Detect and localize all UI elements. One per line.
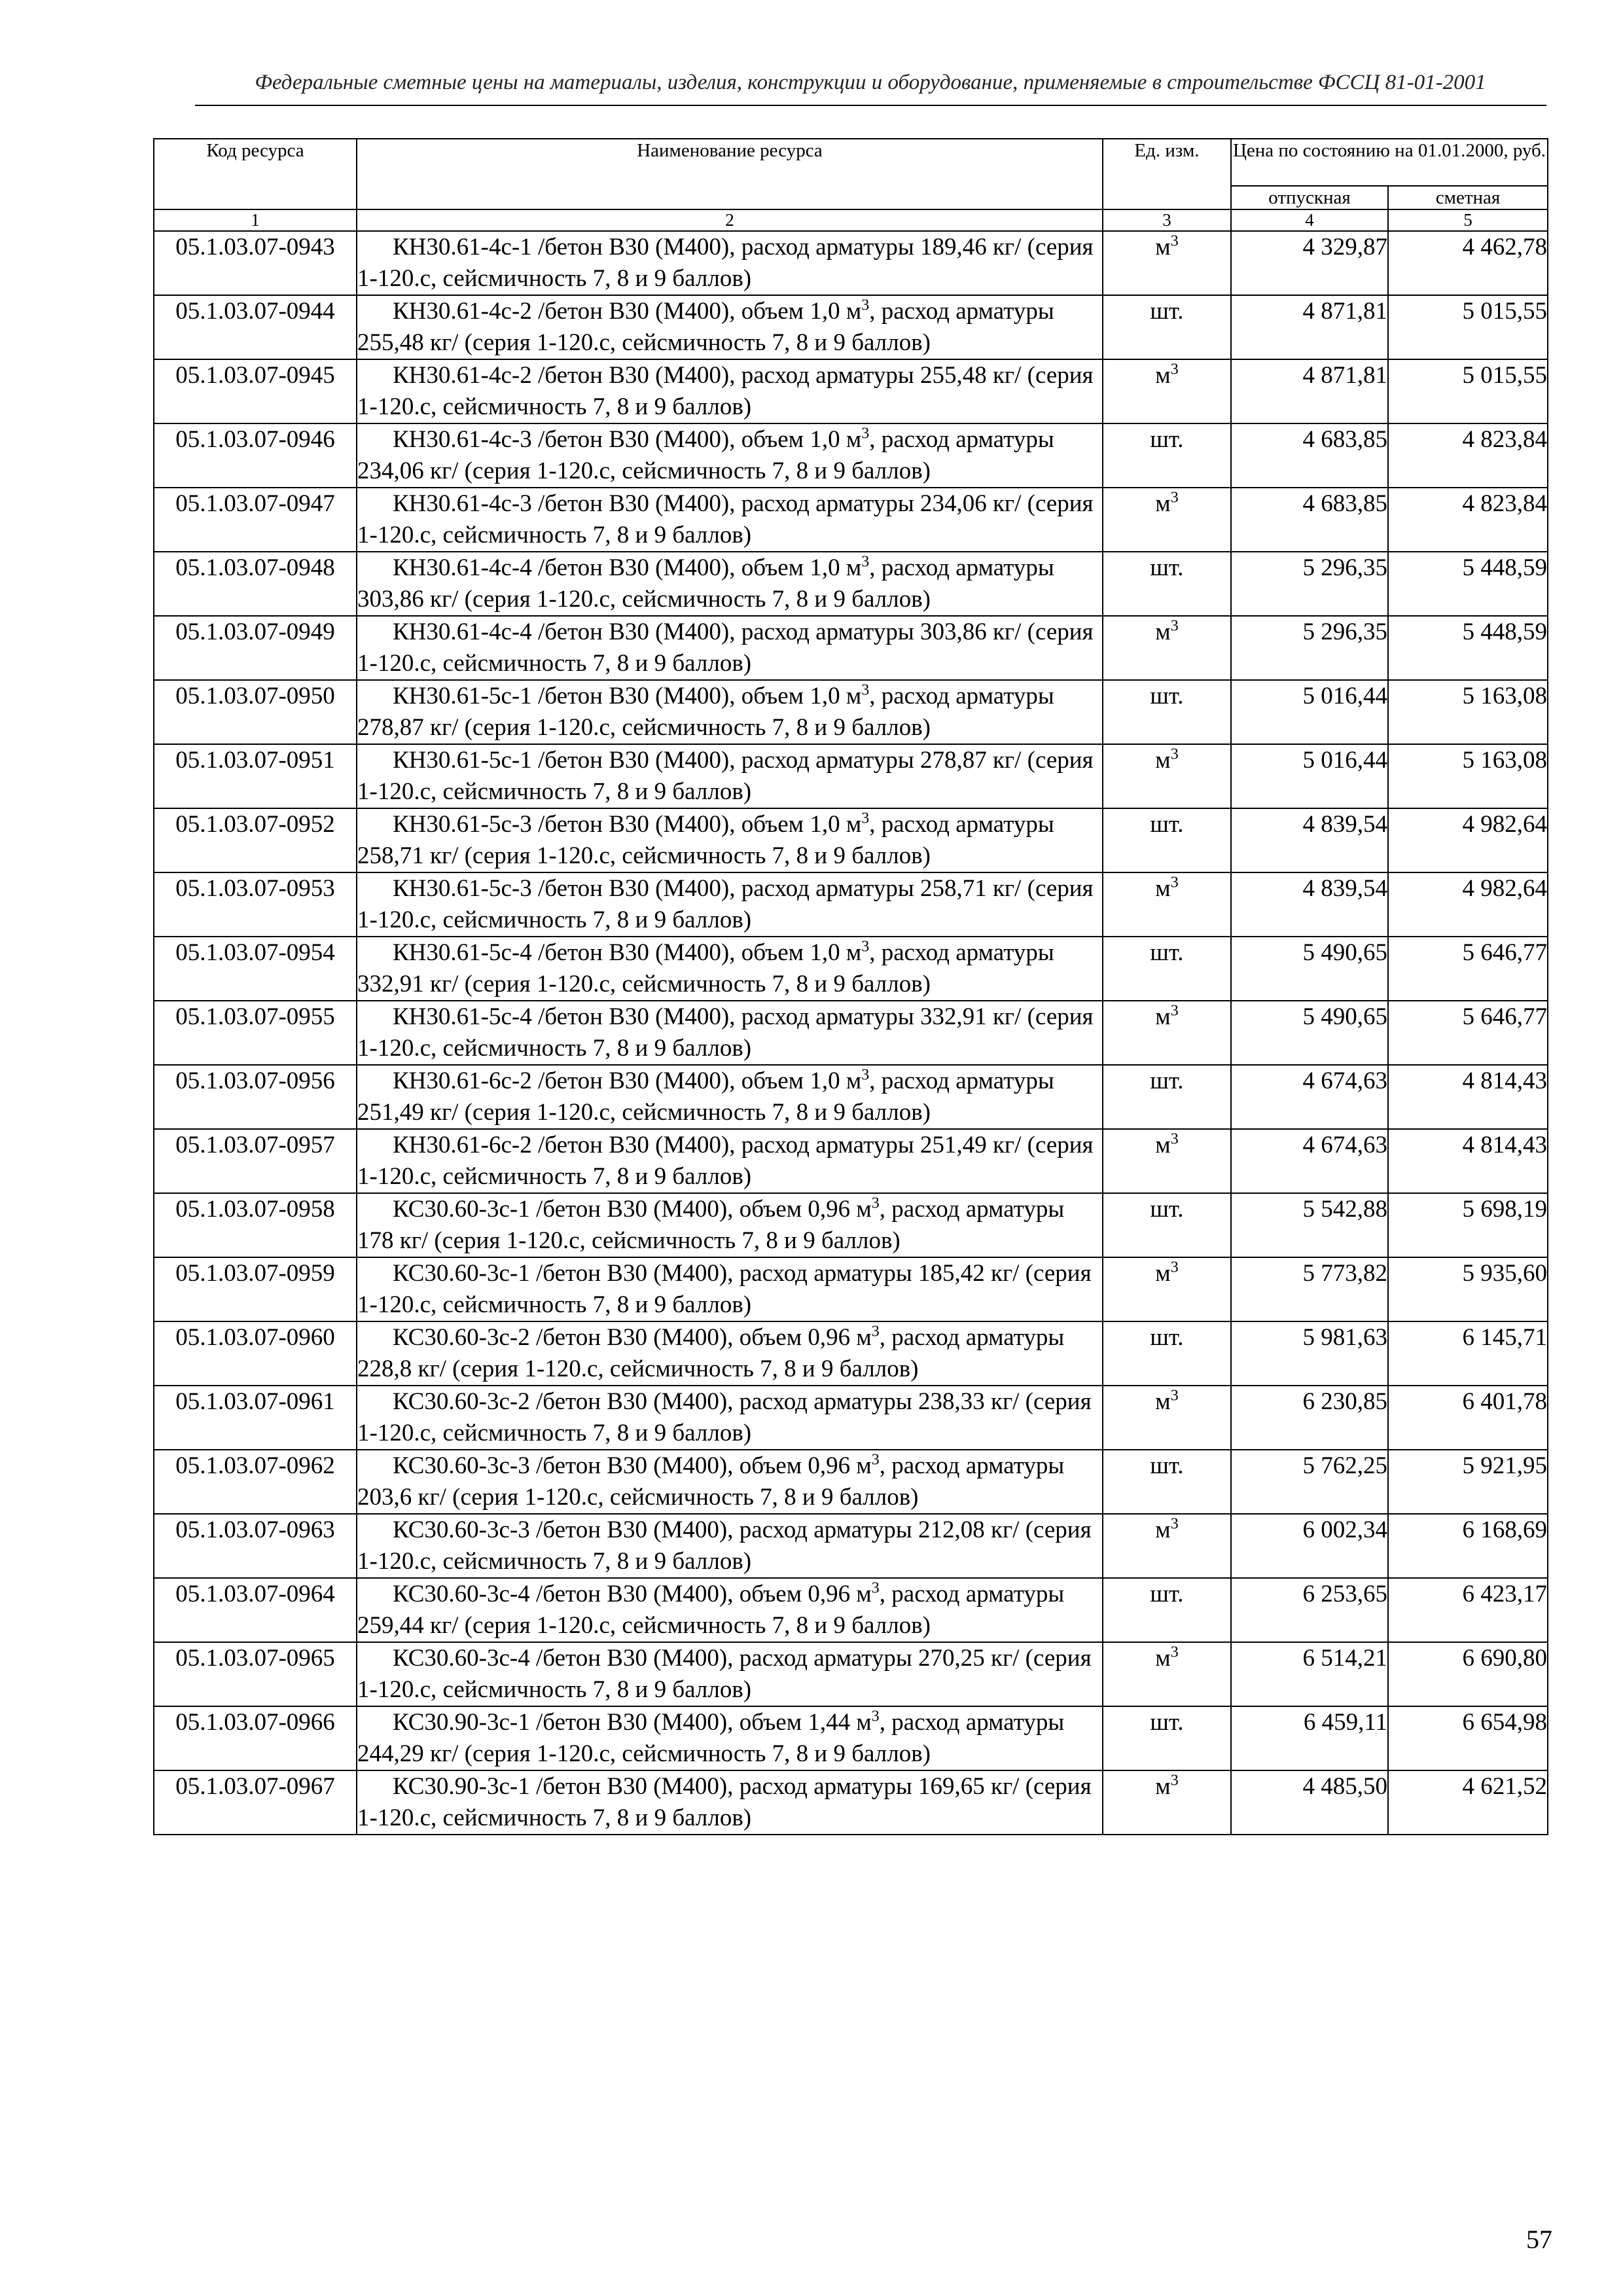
table-row [154,937,1548,1001]
table-row [154,359,1548,423]
estimate-price: 5 448,59 [1388,616,1548,680]
table-row [154,1193,1548,1257]
unit [1103,552,1231,616]
resource-name-text: , расход арматуры 255,48 кг/ (серия 1-120.с, сейсмичность 7, 8 и 9 баллов) [357,298,1054,356]
resource-code: 05.1.03.07-0963 [154,1514,357,1578]
estimate-price: 5 646,77 [1388,1001,1548,1065]
estimate-price: 5 646,77 [1388,937,1548,1001]
resource-name-text: КН30.61-4с-3 /бетон В30 (М400), объем 1,0 м [393,426,862,453]
table-row [154,1129,1548,1193]
superscript: 3 [871,1323,880,1340]
resource-name-text: КН30.61-4с-2 /бетон В30 (М400), объем 1,0 м [393,298,862,325]
resource-name [357,359,1103,423]
resource-name-text: КН30.61-4с-1 /бетон В30 (М400), расход арматуры 189,46 кг/ (серия 1-120.с, сейсмичность 7, 8 и 9 баллов) [357,234,1094,292]
release-price: 4 485,50 [1231,1770,1388,1835]
unit-text: м [1155,1260,1171,1287]
superscript: 3 [1170,874,1179,891]
col-header-price: Цена по состоянию на 01.01.2000, руб. [1231,139,1548,186]
unit-text: шт. [1150,1709,1184,1736]
release-price: 4 871,81 [1231,359,1388,423]
resource-code: 05.1.03.07-0955 [154,1001,357,1065]
unit-text: м [1155,1003,1171,1030]
resource-price-table [153,138,1548,1835]
resource-code: 05.1.03.07-0953 [154,872,357,937]
unit [1103,1065,1231,1129]
page-header: Федеральные сметные цены на материалы, изделия, конструкции и оборудование, применяемые в строительстве ФССЦ 81-01-2001 [255,71,1486,94]
superscript: 3 [871,1451,880,1469]
resource-name-text: КС30.60-3с-4 /бетон В30 (М400), объем 0,96 м [393,1581,872,1607]
table-row [154,1706,1548,1770]
col-header-unit: Ед. изм. [1103,139,1231,209]
release-price: 5 773,82 [1231,1257,1388,1321]
release-price: 4 871,81 [1231,295,1388,359]
unit [1103,295,1231,359]
estimate-price: 6 690,80 [1388,1642,1548,1706]
resource-name-text: КС30.60-3с-4 /бетон В30 (М400), расход арматуры 270,25 кг/ (серия 1-120.с, сейсмичность 7, 8 и 9 баллов) [357,1645,1092,1703]
table-row [154,1642,1548,1706]
unit [1103,231,1231,295]
superscript: 3 [1170,489,1179,507]
resource-name-text: КН30.61-5с-4 /бетон В30 (М400), расход арматуры 332,91 кг/ (серия 1-120.с, сейсмичность 7, 8 и 9 баллов) [357,1003,1094,1062]
unit-text: шт. [1150,554,1184,581]
release-price: 6 253,65 [1231,1578,1388,1642]
table-row [154,1065,1548,1129]
resource-code: 05.1.03.07-0957 [154,1129,357,1193]
estimate-price: 5 163,08 [1388,744,1548,808]
superscript: 3 [871,1708,880,1725]
resource-name [357,1642,1103,1706]
unit-text: шт. [1150,1581,1184,1607]
resource-code: 05.1.03.07-0951 [154,744,357,808]
estimate-price: 6 145,71 [1388,1321,1548,1386]
superscript: 3 [871,1194,880,1212]
resource-name-text: КС30.60-3с-2 /бетон В30 (М400), объем 0,96 м [393,1324,872,1351]
resource-code: 05.1.03.07-0958 [154,1193,357,1257]
estimate-price: 5 163,08 [1388,680,1548,744]
resource-name-text: КН30.61-5с-3 /бетон В30 (М400), объем 1,0 м [393,811,862,838]
table-row [154,808,1548,872]
col-number: 5 [1388,209,1548,231]
resource-name [357,423,1103,488]
resource-code: 05.1.03.07-0961 [154,1386,357,1450]
resource-code: 05.1.03.07-0946 [154,423,357,488]
resource-name-text: , расход арматуры 303,86 кг/ (серия 1-120.с, сейсмичность 7, 8 и 9 баллов) [357,554,1054,613]
unit [1103,937,1231,1001]
resource-name [357,680,1103,744]
resource-name-text: , расход арматуры 234,06 кг/ (серия 1-120.с, сейсмичность 7, 8 и 9 баллов) [357,426,1054,484]
release-price: 6 459,11 [1231,1706,1388,1770]
estimate-price: 4 814,43 [1388,1129,1548,1193]
estimate-price: 4 982,64 [1388,872,1548,937]
unit-text: шт. [1150,426,1184,453]
unit [1103,1129,1231,1193]
table-row [154,552,1548,616]
resource-code: 05.1.03.07-0956 [154,1065,357,1129]
unit-text: м [1155,747,1171,774]
col-number: 1 [154,209,357,231]
col-header-code: Код ресурса [154,139,357,209]
header-rule [195,105,1546,106]
release-price: 4 329,87 [1231,231,1388,295]
resource-name-text: КС30.60-3с-2 /бетон В30 (М400), расход арматуры 238,33 кг/ (серия 1-120.с, сейсмичность 7, 8 и 9 баллов) [357,1388,1092,1446]
table-row [154,680,1548,744]
unit [1103,1642,1231,1706]
resource-code: 05.1.03.07-0965 [154,1642,357,1706]
estimate-price: 4 462,78 [1388,231,1548,295]
resource-name-text: КН30.61-6с-2 /бетон В30 (М400), объем 1,0 м [393,1067,862,1094]
resource-name [357,1386,1103,1450]
unit-text: м [1155,1388,1171,1415]
col-header-estimate: сметная [1388,186,1548,209]
resource-name-text: , расход арматуры 244,29 кг/ (серия 1-120.с, сейсмичность 7, 8 и 9 баллов) [357,1709,1065,1767]
estimate-price: 4 621,52 [1388,1770,1548,1835]
unit-text: шт. [1150,811,1184,838]
resource-name-text: , расход арматуры 332,91 кг/ (серия 1-120.с, сейсмичность 7, 8 и 9 баллов) [357,939,1054,997]
resource-code: 05.1.03.07-0943 [154,231,357,295]
estimate-price: 6 423,17 [1388,1578,1548,1642]
col-number: 2 [357,209,1103,231]
superscript: 3 [1170,1772,1179,1789]
unit [1103,359,1231,423]
estimate-price: 5 448,59 [1388,552,1548,616]
table-row [154,1450,1548,1514]
release-price: 5 542,88 [1231,1193,1388,1257]
unit-text: м [1155,1516,1171,1543]
resource-code: 05.1.03.07-0962 [154,1450,357,1514]
release-price: 4 674,63 [1231,1065,1388,1129]
resource-name [357,1578,1103,1642]
page-number: 57 [1526,2225,1552,2254]
release-price: 4 674,63 [1231,1129,1388,1193]
unit-text: м [1155,1645,1171,1672]
unit [1103,1001,1231,1065]
unit-text: шт. [1150,939,1184,966]
superscript: 3 [1170,1387,1179,1405]
release-price: 5 016,44 [1231,680,1388,744]
resource-name [357,295,1103,359]
resource-name [357,1257,1103,1321]
resource-code: 05.1.03.07-0967 [154,1770,357,1835]
resource-name-text: , расход арматуры 259,44 кг/ (серия 1-120.с, сейсмичность 7, 8 и 9 баллов) [357,1581,1065,1639]
resource-name-text: , расход арматуры 203,6 кг/ (серия 1-120.с, сейсмичность 7, 8 и 9 баллов) [357,1452,1065,1511]
resource-code: 05.1.03.07-0948 [154,552,357,616]
resource-code: 05.1.03.07-0959 [154,1257,357,1321]
resource-code: 05.1.03.07-0964 [154,1578,357,1642]
release-price: 5 490,65 [1231,1001,1388,1065]
resource-name-text: КС30.90-3с-1 /бетон В30 (М400), расход арматуры 169,65 кг/ (серия 1-120.с, сейсмичность 7, 8 и 9 баллов) [357,1773,1092,1831]
estimate-price: 6 654,98 [1388,1706,1548,1770]
resource-code: 05.1.03.07-0954 [154,937,357,1001]
resource-name-text: КС30.60-3с-1 /бетон В30 (М400), объем 0,96 м [393,1196,872,1223]
unit [1103,488,1231,552]
table-row [154,1257,1548,1321]
resource-name [357,1514,1103,1578]
resource-name-text: КН30.61-6с-2 /бетон В30 (М400), расход арматуры 251,49 кг/ (серия 1-120.с, сейсмичность 7, 8 и 9 баллов) [357,1132,1094,1190]
superscript: 3 [871,1579,880,1597]
table-row [154,616,1548,680]
unit-text: м [1155,619,1171,645]
table-row [154,295,1548,359]
unit [1103,1257,1231,1321]
superscript: 3 [1170,745,1179,763]
unit [1103,1386,1231,1450]
resource-name [357,1001,1103,1065]
unit [1103,1770,1231,1835]
unit [1103,1450,1231,1514]
table-row [154,1578,1548,1642]
unit-text: шт. [1150,298,1184,325]
resource-name-text: КН30.61-4с-4 /бетон В30 (М400), расход арматуры 303,86 кг/ (серия 1-120.с, сейсмичность 7, 8 и 9 баллов) [357,619,1094,677]
unit-text: шт. [1150,683,1184,709]
table-row [154,744,1548,808]
resource-name-text: , расход арматуры 278,87 кг/ (серия 1-120.с, сейсмичность 7, 8 и 9 баллов) [357,683,1054,741]
resource-name-text: КН30.61-5с-3 /бетон В30 (М400), расход арматуры 258,71 кг/ (серия 1-120.с, сейсмичность 7, 8 и 9 баллов) [357,875,1094,933]
superscript: 3 [1170,232,1179,250]
estimate-price: 4 814,43 [1388,1065,1548,1129]
superscript: 3 [861,1066,870,1084]
resource-code: 05.1.03.07-0944 [154,295,357,359]
table-row [154,1321,1548,1386]
table-row [154,1514,1548,1578]
unit [1103,616,1231,680]
superscript: 3 [861,425,870,442]
release-price: 4 683,85 [1231,488,1388,552]
unit [1103,808,1231,872]
unit-text: м [1155,490,1171,517]
table-row [154,1770,1548,1835]
resource-name-text: КС30.90-3с-1 /бетон В30 (М400), объем 1,44 м [393,1709,872,1736]
resource-name-text: КН30.61-4с-3 /бетон В30 (М400), расход арматуры 234,06 кг/ (серия 1-120.с, сейсмичность 7, 8 и 9 баллов) [357,490,1094,548]
resource-name-text: , расход арматуры 178 кг/ (серия 1-120.с, сейсмичность 7, 8 и 9 баллов) [357,1196,1065,1254]
table-body [154,231,1548,1835]
unit [1103,744,1231,808]
estimate-price: 4 982,64 [1388,808,1548,872]
resource-name [357,1321,1103,1386]
release-price: 6 514,21 [1231,1642,1388,1706]
resource-name [357,937,1103,1001]
resource-code: 05.1.03.07-0945 [154,359,357,423]
estimate-price: 5 921,95 [1388,1450,1548,1514]
resource-code: 05.1.03.07-0947 [154,488,357,552]
estimate-price: 4 823,84 [1388,488,1548,552]
unit [1103,1193,1231,1257]
unit [1103,680,1231,744]
superscript: 3 [1170,361,1179,378]
resource-name-text: КН30.61-5с-1 /бетон В30 (М400), объем 1,0 м [393,683,862,709]
col-number: 3 [1103,209,1231,231]
resource-code: 05.1.03.07-0960 [154,1321,357,1386]
release-price: 4 839,54 [1231,872,1388,937]
release-price: 5 762,25 [1231,1450,1388,1514]
col-header-release: отпускная [1231,186,1388,209]
superscript: 3 [861,553,870,571]
unit-text: м [1155,1773,1171,1800]
resource-name [357,1450,1103,1514]
unit-text: м [1155,1132,1171,1158]
unit-text: шт. [1150,1196,1184,1223]
estimate-price: 5 698,19 [1388,1193,1548,1257]
table-row [154,488,1548,552]
resource-name-text: КН30.61-4с-2 /бетон В30 (М400), расход арматуры 255,48 кг/ (серия 1-120.с, сейсмичность 7, 8 и 9 баллов) [357,362,1094,420]
unit-text: м [1155,875,1171,902]
unit [1103,1514,1231,1578]
superscript: 3 [1170,617,1179,635]
superscript: 3 [861,296,870,314]
unit-text: шт. [1150,1324,1184,1351]
table-row [154,1001,1548,1065]
col-header-name: Наименование ресурса [357,139,1103,209]
resource-name [357,1770,1103,1835]
col-number: 4 [1231,209,1388,231]
unit [1103,1706,1231,1770]
release-price: 5 296,35 [1231,552,1388,616]
resource-code: 05.1.03.07-0952 [154,808,357,872]
unit-text: м [1155,234,1171,260]
unit-text: м [1155,362,1171,389]
table-row [154,1386,1548,1450]
resource-code: 05.1.03.07-0966 [154,1706,357,1770]
table-row [154,872,1548,937]
estimate-price: 6 168,69 [1388,1514,1548,1578]
resource-name-text: КН30.61-5с-4 /бетон В30 (М400), объем 1,0 м [393,939,862,966]
release-price: 5 296,35 [1231,616,1388,680]
superscript: 3 [861,810,870,827]
resource-code: 05.1.03.07-0949 [154,616,357,680]
table-row [154,423,1548,488]
resource-name [357,1065,1103,1129]
table-row [154,231,1548,295]
resource-name-text: КН30.61-5с-1 /бетон В30 (М400), расход арматуры 278,87 кг/ (серия 1-120.с, сейсмичность 7, 8 и 9 баллов) [357,747,1094,805]
release-price: 6 002,34 [1231,1514,1388,1578]
resource-name [357,1706,1103,1770]
resource-name-text: , расход арматуры 228,8 кг/ (серия 1-120.с, сейсмичность 7, 8 и 9 баллов) [357,1324,1065,1382]
resource-name [357,744,1103,808]
release-price: 4 683,85 [1231,423,1388,488]
superscript: 3 [1170,1002,1179,1020]
resource-name [357,231,1103,295]
superscript: 3 [861,938,870,956]
resource-name [357,616,1103,680]
unit [1103,423,1231,488]
resource-name [357,872,1103,937]
estimate-price: 6 401,78 [1388,1386,1548,1450]
resource-name-text: , расход арматуры 251,49 кг/ (серия 1-120.с, сейсмичность 7, 8 и 9 баллов) [357,1067,1054,1126]
unit [1103,1578,1231,1642]
resource-name-text: , расход арматуры 258,71 кг/ (серия 1-120.с, сейсмичность 7, 8 и 9 баллов) [357,811,1054,869]
unit-text: шт. [1150,1452,1184,1479]
superscript: 3 [1170,1259,1179,1276]
superscript: 3 [1170,1130,1179,1148]
resource-code: 05.1.03.07-0950 [154,680,357,744]
resource-name [357,808,1103,872]
resource-name [357,488,1103,552]
resource-name [357,1129,1103,1193]
estimate-price: 4 823,84 [1388,423,1548,488]
release-price: 5 016,44 [1231,744,1388,808]
resource-name [357,1193,1103,1257]
resource-name-text: КН30.61-4с-4 /бетон В30 (М400), объем 1,0 м [393,554,862,581]
resource-name-text: КС30.60-3с-1 /бетон В30 (М400), расход арматуры 185,42 кг/ (серия 1-120.с, сейсмичность 7, 8 и 9 баллов) [357,1260,1092,1318]
resource-name [357,552,1103,616]
estimate-price: 5 015,55 [1388,359,1548,423]
release-price: 6 230,85 [1231,1386,1388,1450]
superscript: 3 [1170,1515,1179,1533]
superscript: 3 [1170,1643,1179,1661]
release-price: 4 839,54 [1231,808,1388,872]
unit [1103,872,1231,937]
estimate-price: 5 935,60 [1388,1257,1548,1321]
unit-text: шт. [1150,1067,1184,1094]
resource-name-text: КС30.60-3с-3 /бетон В30 (М400), расход арматуры 212,08 кг/ (серия 1-120.с, сейсмичность 7, 8 и 9 баллов) [357,1516,1092,1575]
release-price: 5 490,65 [1231,937,1388,1001]
superscript: 3 [861,681,870,699]
resource-name-text: КС30.60-3с-3 /бетон В30 (М400), объем 0,96 м [393,1452,872,1479]
unit [1103,1321,1231,1386]
release-price: 5 981,63 [1231,1321,1388,1386]
estimate-price: 5 015,55 [1388,295,1548,359]
